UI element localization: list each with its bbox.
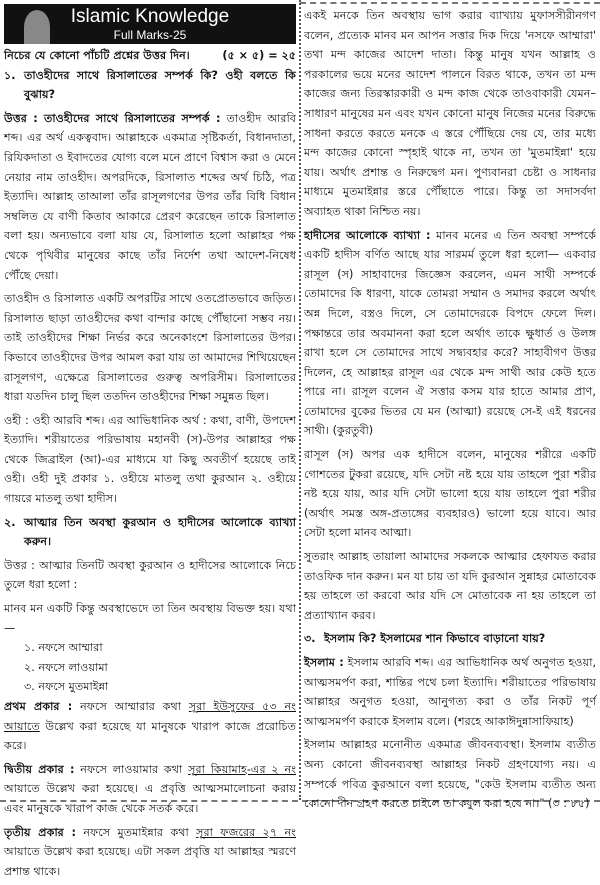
q2-r4: সুতরাং আল্লাহ তায়ালা আমাদের সকলকে আত্মার হেফাযত করার তাওফিক দান করুন। মন যা চায় তা যদি কুরআন সুন্নাহর মোতাবেক হয় তাহলে তা করবো আর যদি সে মোতাবেক না হয় তাহলে তা প্রত্যাখ্যান করব।	[304, 550, 596, 622]
answer-label: উত্তর : তাওহীদের সাথে রিসালাতের সম্পর্ক :	[4, 111, 221, 125]
q2-r3: রাসূল (স) অপর এক হাদীসে বলেন, মানুষের শরীরে একটি গোশতের টুকরা রয়েছে, যদি সেটা নষ্ট হয়ে যায় তাহলে পুরা শরীর নষ্ট হয়ে যায়, আর যদি সেটা ভালো হয়ে যায় তাহলে পুরা শরীর (অর্থাৎ সমস্ত অঙ্গ-প্রত্যঙ্গের ব্যবহারও) ভালো হয়ে যাবে। আর সেটা হলো মানব আত্মা।	[304, 448, 596, 540]
q1-answer-p1	[4, 109, 296, 285]
q-text: আত্মার তিন অবস্থা কুরআন ও হাদীসের আলোকে ব্যাখ্যা করুন।	[24, 515, 296, 549]
left-column	[4, 0, 296, 885]
instruction-text: নিচের যে কোনো পাঁচটি প্রশ্নের উত্তর দিন।	[4, 49, 190, 62]
q1-p2: তাওহীদ ও রিসালাত একটি অপরটির সাথে ওতপ্রোতভাবে জড়িত। রিসালাত ছাড়া তাওহীদের কথা বান্দার কাছে পৌঁছানো সম্ভব নয়। তাই তাওহীদের শিক্ষা নির্ভর করে অনেকাংশে রিসালাতের উপর। কিভাবে তাওহীদের উপর আমল করা যায় তা আমাদের শিখিয়েছেন রাসূলগণ, এক্ষেত্রে রিসালাতের গুরুত্ব অপরিসীম। রিসালাতের ধারা যতদিন চালু ছিল ততদিন তাওহীদের শিক্ষা সমুন্নত ছিল।	[4, 292, 296, 404]
column-divider	[299, 0, 301, 800]
text: উল্লেখ করা হয়েছে যা মানুষকে খারাপ কাজে প্ররোচিত করে।	[4, 719, 296, 753]
nafs-list	[4, 638, 296, 697]
header-title: Islamic Knowledge	[70, 6, 230, 27]
q2-second	[4, 760, 296, 819]
reference: সূরা ইউসুফের ৫৩ নং আয়াতে	[4, 700, 296, 733]
reference: সূরা কিয়ামাহ-এর ২ নং	[188, 762, 297, 776]
q-text: তাওহীদের সাথে রিসালাতের সম্পর্ক কি? ওহী বলতে কি বুঝায়?	[24, 68, 296, 102]
question-2	[4, 513, 296, 552]
q2-first	[4, 697, 296, 756]
marks: (৫ × ৫) = ২৫	[222, 49, 296, 62]
mosque-dome-icon	[24, 10, 50, 44]
question-1	[4, 66, 296, 105]
q-number: ১.	[4, 68, 16, 82]
q2-p2: মানব মন একটি কিন্তু অবস্থাভেদে তা তিন অবস্থায় বিভক্ত হয়। যথা—	[4, 602, 296, 635]
header-subtitle: Full Marks-25	[113, 28, 187, 42]
list-item: ৩. নফসে মুতমাইন্না	[24, 680, 109, 694]
q-text: ইসলাম কি? ইসলামের শান কিভাবে বাড়ানো যায়?	[324, 632, 546, 646]
label: ইসলাম :	[304, 656, 344, 669]
text: নফসে মুতমাইন্নার কথা	[83, 825, 197, 839]
header-banner	[4, 4, 296, 44]
q3-p1	[304, 653, 596, 731]
q-number: ৩.	[304, 632, 316, 646]
q2-p1: উত্তর : আত্মার তিনটি অবস্থা কুরআন ও হাদীসের আলোকে নিচে তুলে ধরা হলো :	[4, 558, 296, 592]
q2-r1: একই মনকে তিন অবস্থায় ভাগ করার ব্যাখ্যায় মুফাসসীরীনগণ বলেন, প্রত্যেক মানব মন আপন সত্তার দিক দিয়ে 'নসফে আম্মারা' তথা মন্দ কাজের আদেশ দাতা। কিন্তু মানুষ যখন আল্লাহ ও পরকালের ভয়ে মনের আদেশ পালনে বিরত থাকে, তখন তা মন্দ কাজের জন্য তিরস্কারকারী ও মন্দ কাজ থেকে তাওবাকারী যেমন– সাধারণ মানুষের মন এবং যখন কোনো মানুষ নিজের মনের বিরুদ্ধে সাধনা করতে করতে মনকে এ স্তরে পৌঁছিয়ে দেয় যে, তার মধ্যে মন্দ কাজের কোনো স্পৃহাই থাকে না, তখন তা 'মুতমাইন্না' হয়ে যায়। অর্থাৎ প্রশান্ত ও নিরুদ্বেগ মন। পুণ্যবানরা চেষ্টা ও সাধনার মাধ্যমে মুতমাইন্নার স্তরে পৌঁছাতে পারে। কিন্তু তা সদাসর্বদা অব্যাহত থাকা নিশ্চিত নয়।	[304, 9, 596, 218]
label: প্রথম প্রকার :	[4, 700, 73, 713]
q1-p3: ওহী : ওহী আরবি শব্দ। এর আভিধানিক অর্থ : কথা, বাণী, উপদেশ ইত্যাদি। শরীয়াতের পরিভাষায় মহানবী (স)-উপর আল্লাহর পক্ষ থেকে জিব্রাইল (আ)-এর মাধ্যমে যা কিছু অবতীর্ণ হয়েছে তাই ওহী। ওহী দুই প্রকার ১. ওহীয়ে মাতলু তথা কুরআন ২. ওহীয়ে গায়রে মাতলু তথা হাদীস।	[4, 413, 296, 506]
label: দ্বিতীয় প্রকার :	[4, 762, 75, 776]
text: নফসে লাওয়ামার কথা	[80, 762, 189, 776]
text: আয়াতে উল্লেখ করা হয়েছে। এটা সকল প্রবৃত্তি যা আল্লাহর স্মরণে প্রশান্ত থাকে।	[4, 845, 296, 878]
label: তৃতীয় প্রকার :	[4, 825, 77, 839]
list-item: ১. নফসে আম্মারা	[24, 641, 103, 655]
top-border	[300, 2, 600, 4]
list-item: ২. নফসে লাওয়ামা	[24, 660, 108, 674]
paragraph: মানব মনের এ তিন অবস্থা সম্পর্কে একটি হাদীস বর্ণিত আছে যার সারমর্ম তুলে ধরা হলো— একবার রাসূল (স) সাহাবাদের জিজ্ঞেস করলেন, এমন সাথী সম্পর্কে তোমাদের কি ধারণা, যাকে তোমরা সম্মান ও সমাদর করলে অর্থাৎ অন্ন দিলে, বস্ত্রও দিলে, সে তোমাদেরকে বিপদে ফেলে দিল। পক্ষান্তরে তার অবমাননা করা হলে অর্থাৎ তাকে ক্ষুধার্ত ও উলঙ্গ রাখা হলে সে তোমাদের সাথে সদ্ব্যবহার করে? সাহাবীগণ উত্তর দিলেন, হে আল্লাহর রাসূল এর থেকে মন্দ সাথী আর কেউ হতে পারে না। রাসূল বলেন ঐ সত্তার কসম যার হাতে আমার প্রাণ, তোমাদের বুকের ভিতর যে মন (আত্মা) রয়েছে সে-ই এই ধরনের সাথী। (কুরতুবী)	[304, 228, 596, 438]
instruction	[4, 46, 296, 66]
q2-r2	[304, 226, 596, 442]
q2-third	[4, 823, 296, 882]
q-number: ২.	[4, 515, 16, 529]
reference: সূরা ফজরের ২৭ নং	[196, 825, 297, 839]
paragraph: ইসলাম আরবি শব্দ। এর আভিধানিক অর্থ অনুগত হওয়া, আত্মসমর্পণ করা, শান্তির পথে চলা ইত্যাদি। শরীয়াতের পরিভাষায় আল্লাহর অনুগত হওয়া, আনুগত্য করা ও তাঁর নিকট পূর্ণ আত্মসমর্পণ করাকে ইসলাম বলে। (শরহে আকাঈদুন্নাসাফিয়াহ)	[304, 656, 596, 728]
question-3	[304, 629, 596, 649]
text: নফসে আম্মারার কথা	[80, 700, 189, 713]
right-column	[304, 6, 596, 818]
paragraph: তাওহীদ আরবি শব্দ। এর অর্থ একত্ববাদ। আল্লাহকে একমাত্র সৃষ্টিকর্তা, বিধানদাতা, রিযিকদাতা ও ইবাদতের যোগ্য বলে মনে প্রাণে বিশ্বাস করা ও মেনে নেয়ার নাম তাওহীদ। অপরদিকে, রিসালাত শব্দের অর্থ চিঠি, পত্র ইত্যাদি। আল্লাহ তাআলা তাঁর রাসূলগণের উপর তাঁর বিধি বিধান সম্বলিত যে বাণী কিতাব আকারে প্রেরণ করেছেন তাকে রিসালাত বলা হয়। অন্যভাবে বলা যায় যে, রিসালাত হলো আল্লাহর পক্ষ থেকে পৃথিবীর মানুষের কাছে তাঁর নির্দেশ তথা আদেশ-নিষেধ পৌঁছে দেয়া।	[4, 111, 296, 282]
label: হাদীসের আলোকে ব্যাখ্যা :	[304, 228, 431, 242]
text: আয়াতে উল্লেখ করা হয়েছে। এ প্রবৃত্তি আত্মসমালোচনা করায় এবং মানুষকে খারাপ কাজ থেকে সতর্ক করে।	[4, 782, 296, 815]
q3-p2: ইসলাম আল্লাহর মনোনীত একমাত্র জীবনব্যবস্থা। ইসলাম ব্যতীত অন্য কোনো জীবনব্যবস্থা আল্লাহর নিকট গ্রহণযোগ্য নয়। এ সম্পর্কে পবিত্র কুরআনে বলা হয়েছে, "কেউ ইসলাম ব্যতীত অন্য কোনো দীন গ্রহণ করতে চাইলে তা কবুল করা হবে না।" (৩ : ৮৫)	[304, 738, 596, 811]
